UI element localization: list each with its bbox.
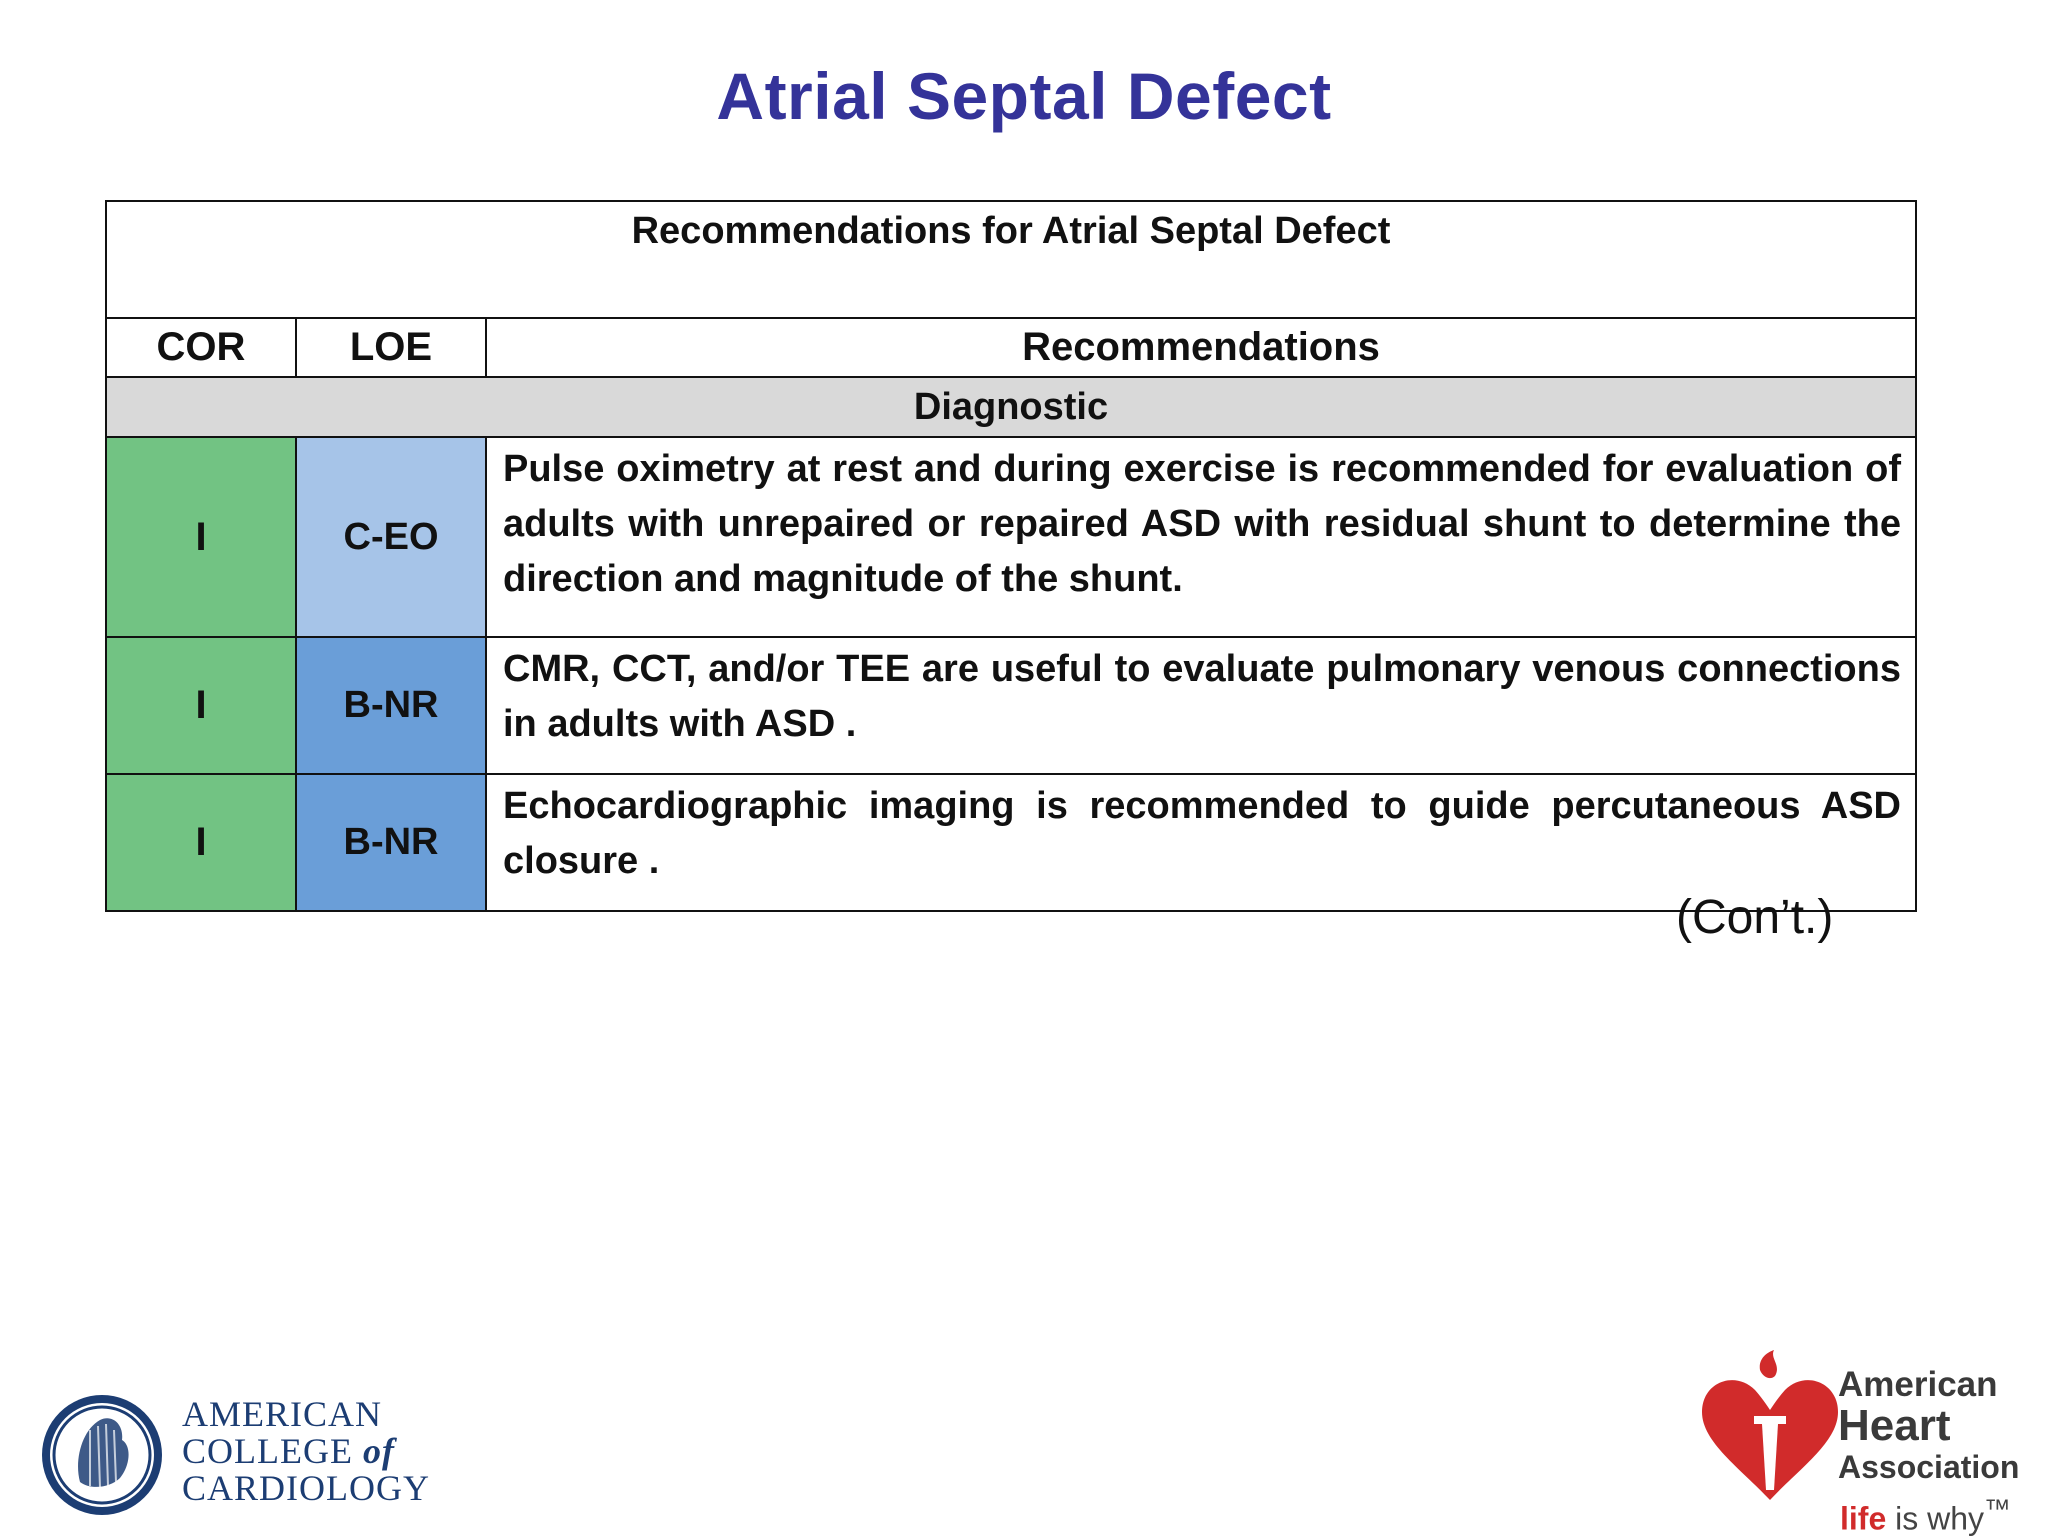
table-title-row — [106, 201, 1916, 318]
aha-line-3: Association — [1838, 1449, 2020, 1485]
header-loe: LOE — [296, 318, 486, 377]
cor-cell: I — [106, 774, 296, 911]
acc-of: of — [362, 1431, 395, 1471]
aha-line-1: American — [1838, 1365, 1998, 1404]
aha-tagline-rest: is why — [1895, 1500, 1985, 1537]
aha-tagline-life: life — [1840, 1500, 1887, 1537]
slide-title: Atrial Septal Defect — [716, 59, 1332, 133]
recommendations-table — [105, 200, 1917, 912]
table-header-row — [106, 318, 1916, 377]
loe-cell: B-NR — [296, 637, 486, 774]
recommendation-text: Echocardiographic imaging is recommended to guide percutaneous ASD closure . — [486, 774, 1916, 911]
recommendation-text: Pulse oximetry at rest and during exercise is recommended for evaluation of adults with unrepaired or repaired ASD with residual shunt to determine the direction and magnitude of the shunt. — [486, 437, 1916, 637]
recommendation-text: CMR, CCT, and/or TEE are useful to evaluate pulmonary venous connections in adults with ASD . — [486, 637, 1916, 774]
section-row — [106, 377, 1916, 437]
table-row — [106, 637, 1916, 774]
acc-wordmark — [182, 1396, 430, 1507]
continued-label: (Con’t.) — [1676, 891, 1834, 944]
table-title: Recommendations for Atrial Septal Defect — [106, 201, 1916, 318]
aha-tagline — [1840, 1494, 2011, 1538]
header-cor: COR — [106, 318, 296, 377]
acc-line-2 — [182, 1433, 430, 1470]
loe-cell: C-EO — [296, 437, 486, 637]
table-row — [106, 437, 1916, 637]
section-label: Diagnostic — [106, 377, 1916, 437]
aha-line-2: Heart — [1838, 1401, 1951, 1450]
cor-cell: I — [106, 437, 296, 637]
cor-cell: I — [106, 637, 296, 774]
header-recommendations: Recommendations — [486, 318, 1916, 377]
loe-cell: B-NR — [296, 774, 486, 911]
acc-line-1: AMERICAN — [182, 1394, 383, 1434]
table-row — [106, 774, 1916, 911]
aha-wordmark — [1838, 1366, 2019, 1486]
acc-line-3: CARDIOLOGY — [182, 1468, 430, 1508]
acc-college: COLLEGE — [182, 1431, 353, 1471]
aha-tagline-tm: ™ — [1984, 1494, 2011, 1524]
